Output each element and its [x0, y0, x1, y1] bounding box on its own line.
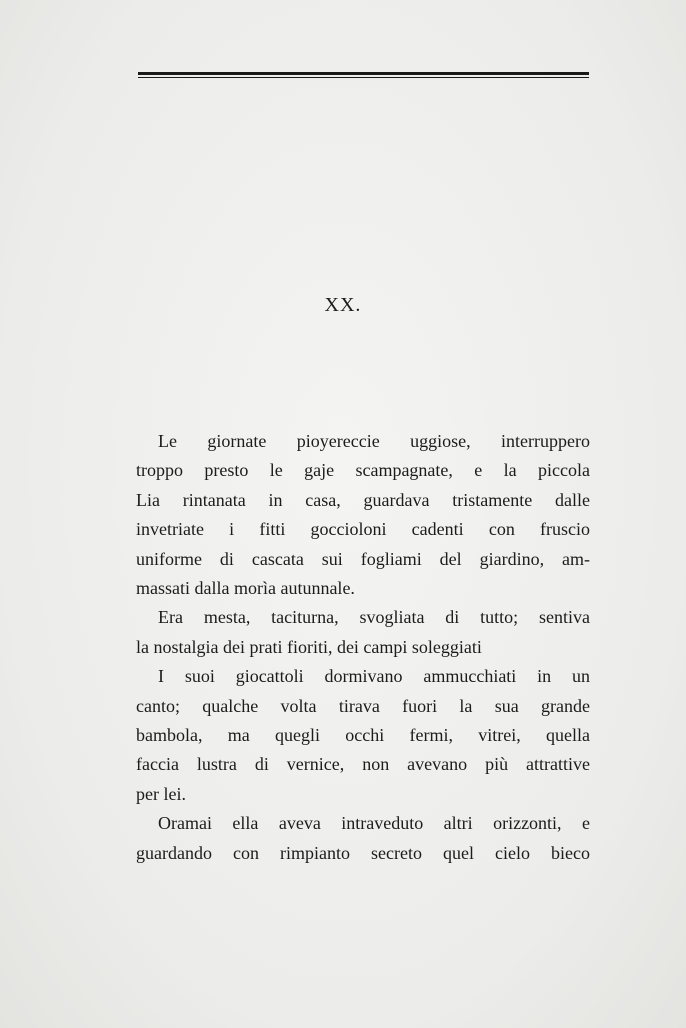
header-rule-thin: [138, 77, 589, 78]
text-line: guardando con rimpianto secreto quel cielo bieco: [136, 842, 590, 863]
text-line: Le giornate pioyereccie uggiose, interruppero: [158, 431, 590, 451]
text-line: per lei.: [136, 783, 186, 804]
text-line: I suoi giocattoli dormivano ammucchiati in un: [158, 666, 590, 687]
text-line: massati dalla morìa autunnale.: [136, 578, 355, 599]
text-line: Lia rintanata in casa, guardava tristamente dalle: [136, 489, 590, 510]
text-line: invetriate i fitti goccioloni cadenti con fruscio: [136, 519, 590, 540]
text-line: canto; qualche volta tirava fuori la sua grande: [136, 695, 590, 716]
text-line: Era mesta, taciturna, svogliata di tutto; sentiva: [158, 607, 590, 628]
text-line: bambola, ma quegli occhi fermi, vitrei, quella: [136, 725, 590, 746]
text-line: la nostalgia dei prati fioriti, dei campi soleggiati: [136, 636, 482, 657]
text-line: uniforme di cascata sui fogliami del giardino, am-: [136, 548, 590, 569]
header-rule-thick: [138, 72, 589, 75]
body-text: [136, 427, 590, 868]
chapter-heading: XX.: [324, 294, 362, 316]
text-line: troppo presto le gaje scampagnate, e la piccola: [136, 460, 590, 481]
text-line: faccia lustra di vernice, non avevano più attrattive: [136, 754, 590, 775]
text-line: Oramai ella aveva intraveduto altri orizzonti, e: [158, 813, 590, 834]
